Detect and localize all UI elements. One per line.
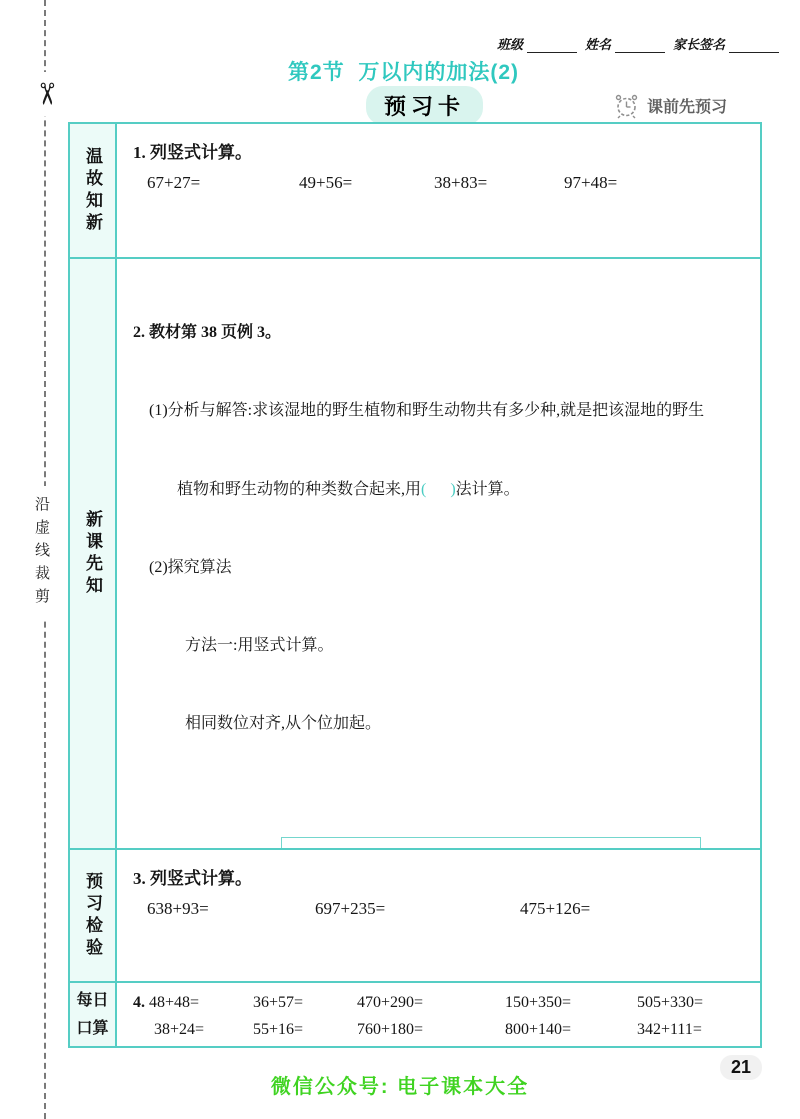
problem: 38+83=: [434, 173, 488, 192]
daily-problems-grid: [133, 994, 748, 1039]
name-blank: [615, 40, 665, 53]
pre-study-label: 课前先预习: [647, 99, 728, 116]
analysis-line2: 植物和野生动物的种类数合起来,用( )法计算。: [177, 480, 520, 498]
newlesson-item-title: 2. 教材第 38 页例 3。: [133, 324, 282, 342]
label-review: 温故知新: [70, 124, 117, 259]
problem: 475+126=: [520, 899, 591, 918]
wechat-footer: 微信公众号: 电子课本大全: [270, 1076, 530, 1098]
scissors-icon: ✂: [24, 72, 68, 116]
label-daily: 每日 口算: [70, 983, 117, 1046]
problem: 638+93=: [147, 899, 209, 918]
cut-note: 沿虚线裁剪: [31, 486, 52, 621]
check-content: [117, 850, 760, 983]
explore-title: (2)探究算法: [149, 558, 232, 576]
page-number: 21: [720, 1055, 762, 1080]
label-check: 预习检验: [70, 850, 117, 983]
problem: 36+57=: [253, 994, 304, 1011]
problem: 67+27=: [147, 173, 201, 192]
review-item-title: 1. 列竖式计算。: [133, 143, 252, 162]
student-info-header: [497, 34, 787, 53]
problem: 800+140=: [505, 1021, 572, 1038]
name-label: 姓名: [585, 37, 612, 52]
parent-sign-label: 家长签名: [673, 37, 726, 52]
check-problems: [133, 899, 746, 919]
problem: 4. 48+48=: [133, 994, 200, 1011]
review-content: [117, 124, 760, 259]
problem: 55+16=: [253, 1021, 304, 1038]
problem: 342+111=: [637, 1021, 702, 1038]
worksheet-table: [68, 122, 762, 1048]
problem: 49+56=: [299, 173, 353, 192]
alarm-clock-icon: [613, 92, 640, 119]
problem: 97+48=: [564, 173, 618, 192]
analysis-line1: (1)分析与解答:求该湿地的野生植物和野生动物共有多少种,就是把该湿地的野生: [149, 402, 705, 420]
problem: 760+180=: [357, 1021, 424, 1038]
problem: 697+235=: [315, 899, 386, 918]
column-addition-445-298: [153, 821, 267, 850]
method1-note: 相同数位对齐,从个位加起。: [185, 715, 382, 733]
card-title: 预习卡: [366, 86, 483, 125]
method1-title: 方法一:用竖式计算。: [185, 637, 334, 655]
newlesson-content: [117, 259, 760, 850]
problem: 470+290=: [357, 994, 424, 1011]
explanation-box: [281, 837, 701, 850]
daily-content: [117, 983, 760, 1046]
method1-work-area: [153, 821, 748, 850]
item-number: 4.: [133, 994, 149, 1011]
section-title: 第2节 万以内的加法(2): [288, 61, 520, 84]
pre-study-note: [613, 92, 727, 119]
problem: 38+24=: [154, 1021, 205, 1038]
problem: 150+350=: [505, 994, 572, 1011]
review-problems: [133, 173, 746, 193]
check-item-title: 3. 列竖式计算。: [133, 869, 252, 888]
class-label: 班级: [497, 37, 524, 52]
label-newlesson: 新课先知: [70, 259, 117, 850]
problem: 505+330=: [637, 994, 704, 1011]
class-blank: [527, 40, 577, 53]
parent-sign-blank: [729, 40, 779, 53]
